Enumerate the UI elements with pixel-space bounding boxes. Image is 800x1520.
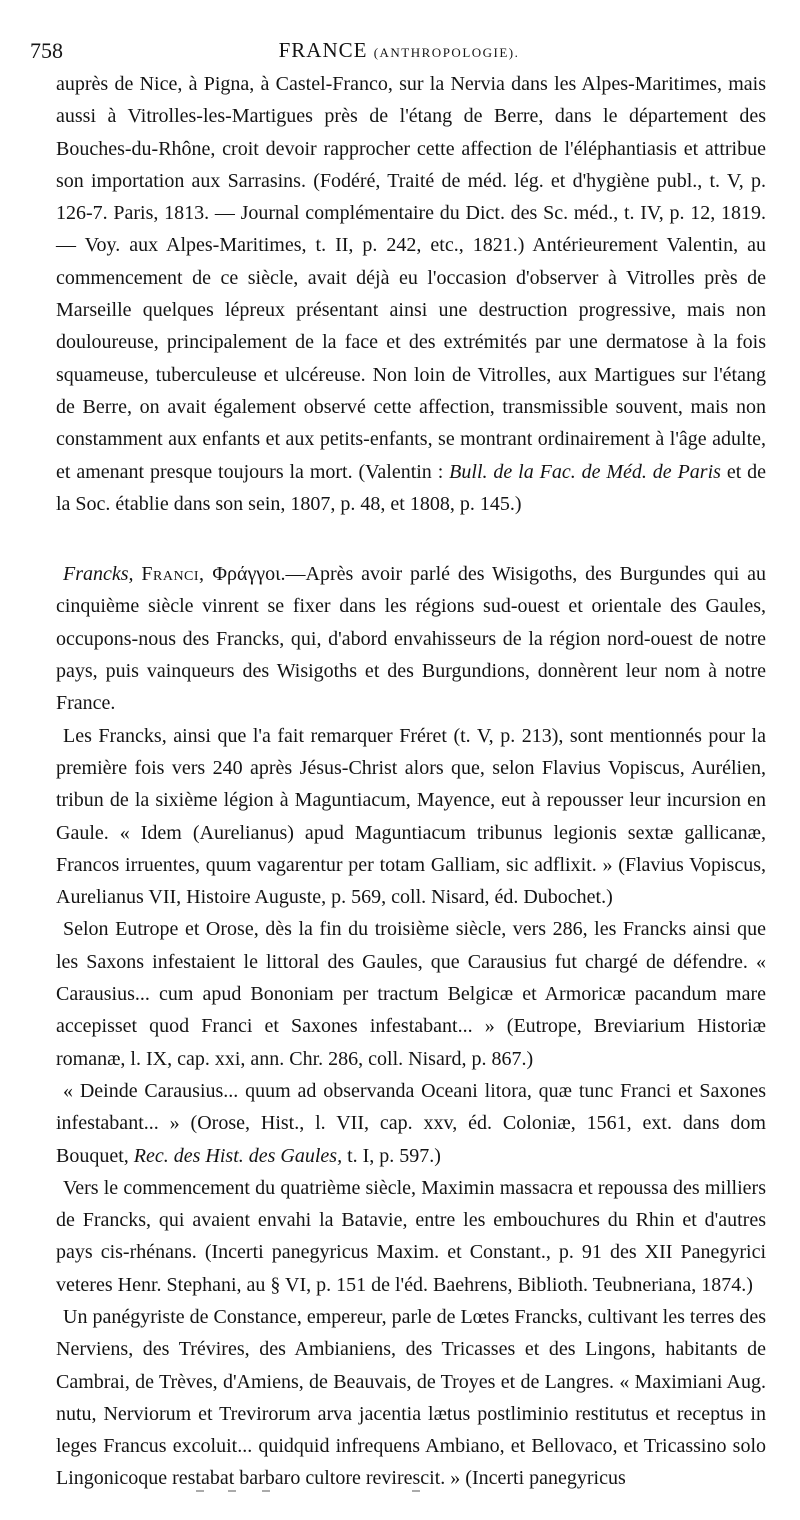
paragraph-maximin: Vers le commencement du quatrième siècle, Maximin massacra et repoussa des milliers de Francks, qui avaient envahi la Batavie, entre les embouchures du Rhin et d'autres pays cis-rhénans. (Incerti panegyricus Maxim. et Constant., p. 91 des XII Panegyrici veteres Henr. Stephani, au § VI, p. 151 de l'éd. Baehrens, Biblioth. Teubneriana, 1874.): [56, 1176, 766, 1296]
paragraph-text: t. I, p. 597.): [342, 1144, 441, 1167]
citation-italic: Bull. de la Fac. de Méd. de Paris: [449, 460, 721, 483]
entry-headword: Francks,: [63, 563, 134, 586]
paragraph-francks-intro: [56, 558, 766, 719]
page-header: [30, 38, 768, 68]
paragraph-orose-quote: [56, 1075, 766, 1172]
citation-italic: Rec. des Hist. des Gaules,: [133, 1144, 343, 1167]
page-body: [56, 68, 766, 1495]
paragraph-text: et de la Soc. établie dans son sein, 1807, p. 48, et 1808, p. 145.): [56, 460, 767, 515]
paragraph-panegyrist: Un panégyriste de Constance, empereur, parle de Lœtes Francks, cultivant les terres des Nerviens, des Trévires, des Ambianiens, des Tricasses et des Lingons, habitants de Cambrai, de Trèves, d'Amiens, de Beauvais, de Troyes et de Langres. « Maximiani Aug. nutu, Nerviorum et Trevirorum arva jacentia lætus postliminio restitutus et receptus in leges Francus excoluit... quidquid infrequens Ambiano, et Bellovaco, et Tricassino solo Lingonicoque restabat barbaro cultore revirescit. » (Incerti panegyricus: [56, 1305, 766, 1490]
page-number: 758: [30, 38, 63, 63]
footer-marks: [0, 1486, 800, 1496]
paragraph-freret: Les Francks, ainsi que l'a fait remarquer Fréret (t. V, p. 213), sont mentionnés pour la première fois vers 240 après Jésus-Christ alors que, selon Flavius Vopiscus, Aurélien, tribun de la sixième légion à Maguntiacum, Mayence, eut à repousser leur incursion en Gaule. « Idem (Aurelianus) apud Maguntiacum tribunus legionis sextæ gallicanæ, Francos irruentes, quum vagarentur per totam Galliam, sic adflixit. » (Flavius Vopiscus, Aurelianus VII, Histoire Auguste, p. 569, coll. Nisard, éd. Dubochet.): [56, 724, 766, 909]
paragraph-leprosy-continued: [56, 68, 766, 520]
paragraph-text: « Deinde Carausius... quum ad observanda Oceani litora, quæ tunc Franci et Saxones infestabant... » (Orose, Hist., l. VII, cap. xxv, éd. Coloniæ, 1561, ext. dans dom Bouquet,: [56, 1079, 766, 1167]
running-title: [30, 38, 768, 63]
paragraph-eutrope-orose: Selon Eutrope et Orose, dès la fin du troisième siècle, vers 286, les Francks ainsi que les Saxons infestaient le littoral des Gaules, que Carausius fut chargé de défendre. « Carausius... cum apud Bononiam per tractum Belgicæ et Armoricæ pacandum mare accepisset quod Franci et Saxones infestabant... » (Eutrope, Breviarium Historiæ romanæ, l. IX, cap. xxi, ann. Chr. 286, coll. Nisard, p. 867.): [56, 918, 766, 1070]
entry-latin-name: Franci,: [141, 563, 205, 586]
running-title-sub: (ANTHROPOLOGIE).: [373, 45, 520, 60]
entry-greek-name: Φράγγοι.: [212, 563, 286, 586]
running-title-main: FRANCE: [278, 38, 368, 62]
paragraph-text: auprès de Nice, à Pigna, à Castel-Franco, sur la Nervia dans les Alpes-Maritimes, mais aussi à Vitrolles-les-Martigues près de l'étang de Berre, dans le département des Bouches-du-Rhône, croit devoir rapprocher cette affection de l'éléphantiasis et attribue son importation aux Sarrasins. (Fodéré, Traité de méd. lég. et d'hygiène publ., t. V, p. 126-7. Paris, 1813. — Journal complémentaire du Dict. des Sc. méd., t. IV, p. 12, 1819. — Voy. aux Alpes-Maritimes, t. II, p. 242, etc., 1821.) Antérieurement Valentin, au commencement de ce siècle, avait déjà eu l'occasion d'observer à Vitrolles près de Marseille quelques lépreux présentant ainsi une destruction progressive, mais non douloureuse, principalement de la face et des extrémités par une dermatose à la fois squameuse, tuberculeuse et ulcéreuse. Non loin de Vitrolles, aux Martigues sur l'étang de Berre, on avait également observé cette affection, transmissible souvent, mais non constamment aux enfants et aux petits-enfants, se montrant ordinairement à l'âge adulte, et amenant presque toujours la mort. (Valentin :: [56, 73, 766, 483]
paragraph-text: —Après avoir parlé des Wisigoths, des Burgundes qui au cinquième siècle vinrent se fixer dans les régions sud-ouest et orientale des Gaules, occupons-nous des Francks, qui, d'abord envahisseurs de la région nord-ouest de notre pays, puis vainqueurs des Wisigoths et des Burgundions, donnèrent leur nom à notre France.: [56, 563, 766, 715]
